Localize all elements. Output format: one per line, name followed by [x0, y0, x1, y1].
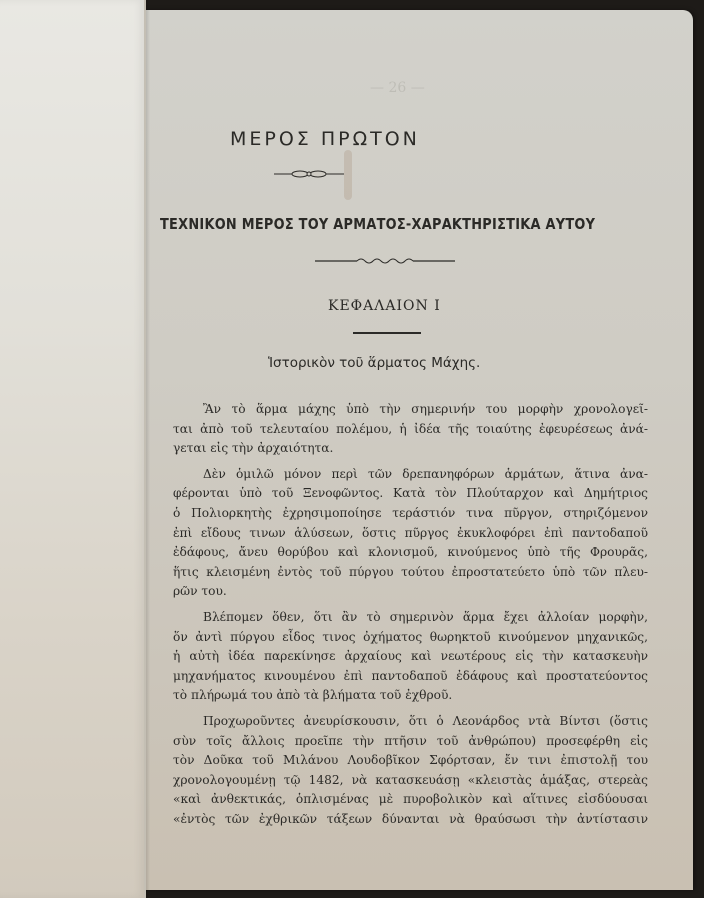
text-line: «ἐντὸς τῶν ἐχθρικῶν τάξεων δύνανται νὰ θραύσωσι τὴν ἀντίστασιν: [173, 811, 648, 826]
left-page-edge: [0, 0, 146, 898]
text-line: φέρονται ὑπὸ τοῦ Ξενοφῶντος. Κατὰ τὸν Πλούταρχον καὶ Δημήτριος: [173, 486, 648, 501]
text-line: ἐδάφους, ἄνευ θορύβου καὶ κλονισμοῦ, κινούμενος ὑπὸ τῆς Φρουρᾶς,: [173, 545, 648, 560]
paragraph-2: [173, 465, 648, 602]
text-line: ται ἀπὸ τοῦ τελευταίου πολέμου, ἡ ἰδέα τῆς τοιαύτης ἐφευρέσεως ἀνά-: [173, 421, 648, 436]
text-line: Δὲν ὁμιλῶ μόνον περὶ τῶν δρεπανηφόρων ἁρμάτων, ἅτινα ἀνα-: [203, 466, 648, 481]
text-line: γεται εἰς τὴν ἀρχαιότητα.: [173, 441, 334, 456]
text-line: Ἂν τὸ ἅρμα μάχης ὑπὸ τὴν σημερινήν του μορφὴν χρονολογεῖ-: [203, 402, 648, 416]
text-line: σὺν τοῖς ἄλλοις προεῖπε τὴν πτῆσιν τοῦ ἀνθρώπου) προσεφέρθη εἰς: [173, 733, 648, 748]
text-line: ρῶν του.: [173, 584, 227, 599]
text-line: χρονολογουμένῃ τῷ 1482, νὰ κατασκευάσῃ «κλειστὰς ἁμάξας, στερεὰς: [173, 772, 648, 787]
subsection-title: Ἱστορικὸν τοῦ ἅρματος Μάχης.: [268, 355, 481, 371]
paper-stain: [344, 150, 352, 200]
book-gutter: [146, 0, 150, 898]
text-line: «καὶ ἀνθεκτικάς, ὁπλισμένας μὲ πυροβολικὸν καὶ αἵτινες εἰσδύουσαι: [173, 792, 648, 807]
text-line: ὅν ἀντὶ πύργου εἶδος τινος ὀχήματος θωρηκτοῦ κινούμενον μηχανικῶς,: [173, 629, 648, 644]
bleed-through-page-number: — 26 —: [370, 80, 425, 96]
part-title: ΜΕΡΟΣ ΠΡΩΤΟΝ: [230, 128, 420, 150]
paragraph-1: [173, 400, 648, 459]
text-line: ἥτις κλεισμένη ἐντὸς τοῦ πύργου τούτου ἐπροστατεύετο ὑπὸ τῶν πλευ-: [173, 564, 648, 579]
wave-ornament-icon: [315, 255, 455, 267]
body-text: [173, 400, 648, 835]
paragraph-4: [173, 712, 648, 830]
text-line: Βλέπομεν ὅθεν, ὅτι ἂν τὸ σημερινὸν ἅρμα ἔχει ἀλλοίαν μορφὴν,: [203, 609, 648, 624]
text-line: μηχανήματος κινουμένου ἐπὶ παντοδαποῦ ἐδάφους καὶ προστατεύοντος: [173, 668, 648, 683]
text-line: τὸν Δοῦκα τοῦ Μιλάνου Λουδοβῖκον Σφόρτσαν, ἔν τινι ἐπιστολῇ του: [173, 753, 648, 768]
text-line: Προχωροῦντες ἀνευρίσκουσιν, ὅτι ὁ Λεονάρδος ντὰ Βίντσι (ὅστις: [203, 713, 648, 728]
text-line: τὸ πλήρωμά του ἀπὸ τὰ βλήματα τοῦ ἐχθροῦ.: [173, 688, 453, 703]
text-line: ἡ αὐτὴ ἰδέα παρεκίνησε ἀρχαίους καὶ νεωτέρους εἰς τὴν κατασκευὴν: [173, 649, 648, 664]
paragraph-3: [173, 608, 648, 706]
chapter-heading: ΚΕΦΑΛΑΙΟΝ Ι: [328, 298, 441, 314]
chapter-underline: [353, 332, 421, 334]
text-line: ἐπὶ εἴδους τινων ἁλύσεων, ὅστις πῦργος ἐκυκλοφόρει ἐπὶ παντοδαποῦ: [173, 525, 648, 540]
section-title: ΤΕΧΝΙΚΟΝ ΜΕΡΟΣ ΤΟΥ ΑΡΜΑΤΟΣ-ΧΑΡΑΚΤΗΡΙΣΤΙΚΑ ΑΥΤΟΥ: [160, 215, 596, 233]
scroll-ornament-icon: [274, 168, 344, 180]
text-line: ὁ Πολιορκητὴς ἐχρησιμοποίησε τεράστιόν τινα πῦργον, στηριζόμενον: [173, 505, 648, 520]
ornament-divider-small: [274, 168, 344, 180]
ornament-divider-wave: [315, 255, 455, 267]
